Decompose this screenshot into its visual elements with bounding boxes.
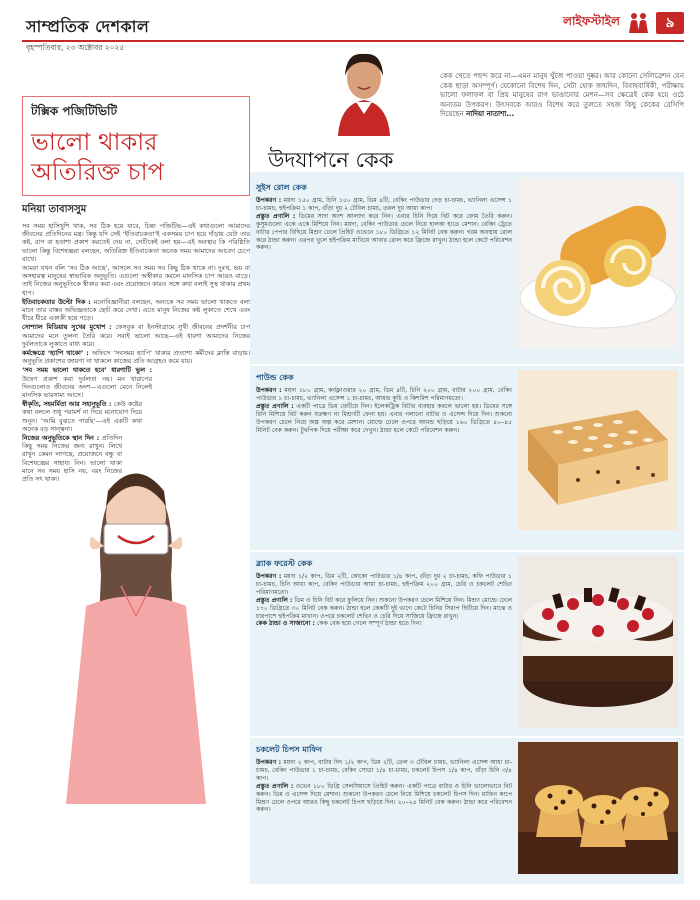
recipe-pound-cake [250, 370, 684, 546]
method-label: প্রস্তুত প্রণালি : [256, 782, 294, 790]
method-label: প্রস্তুত প্রণালি : [256, 596, 293, 604]
recipe-divider [250, 364, 684, 366]
article-headline: ভালো থাকার অতিরিক্ত চাপ [31, 128, 164, 186]
article-kicker: টক্সিক পজিটিভিটি [31, 104, 117, 118]
tip: কেক বেক হয়ে গেলে সম্পূর্ণ ঠান্ডা হতে দিন। [316, 620, 422, 628]
subhead: ‘সব সময় ভালো থাকতে হবে’ ধারণাটি ভুল : [22, 367, 152, 375]
recipe-black-forest [250, 556, 684, 732]
recipe-title: চকলেট চিপস মাফিন [256, 745, 323, 754]
section-label: লাইফস্টাইল [563, 14, 620, 28]
author-photo [318, 42, 410, 136]
subhead-text: উদ্বেগ প্রকাশ করা দুর্বলতা নয়। মন খারাপের দিনগুলোও জীবনের অংশ—এগুলো মেনে নিলেই মানসিক ভারসাম্য আসে। [22, 375, 152, 400]
recipe-text [256, 182, 512, 252]
article-subsection [22, 324, 250, 349]
method: একটি পাত্রে ডিম ফেটিয়ে নিন। ইলেকট্রিক বিটার ব্যবহার করলে ভালো হয়। ডিমের সঙ্গে চিনি মিশিয়ে বিট করুন যতক্ষণ না মিশ্রণটি ফেনা হয়। এবার গলানো বাটার ও এসেন্স দিয়ে দিন। শুকনো উপকরণ চেলে নিয়ে অল্প অল্প করে মেশান। মোল্ডে ঢেলে ওপরে আমন্ড ছড়িয়ে ১৬০ ডিগ্রিতে ৪০–৪৫ মিনিট বেক করুন। টুথপিক দিয়ে পরীক্ষা করে দেখুন। ঠান্ডা হলে কেটে পরিবেশন করুন। [256, 402, 513, 434]
recipe-text [256, 558, 512, 628]
intro-text: কেক খেতে পছন্দ করে না—এমন মানুষ খুঁজে পাওয়া দুষ্কর। আর কোনো সেলিব্রেশন যেন কেক ছাড়া অসম্পূর্ণ। যেকোনো বিশেষ দিন, সেটা হোক জন্মদিন, বিবাহবার্ষিকী, পরীক্ষায় ভালো ফলাফল বা প্রিয় মানুষের রাগ ভাঙানোর মেশন—সব ক্ষেত্রেই কেক হয়ে ওঠে অন্যতম উপকরণ। উৎসবকে আরও বিশেষ করে তুলতে সহজ কিছু কেকের রেসিপি দিয়েছেন [440, 72, 684, 119]
recipe-text [256, 372, 512, 434]
subhead-text: কেউ কষ্টের কথা বললে শুধু পরামর্শ না দিয়ে মনোযোগ দিয়ে শুনুন। ‘আমি বুঝতে পারছি’—এই একটি কথা অনেক বড় সান্ত্বনা। [22, 401, 142, 433]
ingredients-label: উপকরণ : [256, 387, 282, 394]
headline-box [22, 96, 250, 196]
recipe-title: ব্ল্যাক ফরেস্ট কেক [256, 559, 313, 568]
method-label: প্রস্তুত প্রণালি : [256, 402, 294, 410]
ingredients: ময়দা ১৮০ গ্রাম, কর্নফ্লাওয়ার ২০ গ্রাম, ডিম ৪টি, চিনি ২০০ গ্রাম, বাটার ২০০ গ্রাম, বেকিং পাউডার ১ চা-চামচ, ভ্যানিলা এসেন্স ১ চা-চামচ, আমন্ড কুচি ও কিশমিশ পরিমাণমতো। [256, 387, 512, 402]
subhead: সোশ্যাল মিডিয়ায় সুখের মুখোশ : [22, 324, 112, 332]
recipe-body [256, 759, 512, 814]
people-icon [626, 12, 650, 34]
method: ডিম ও চিনি বিট করে ফুলিয়ে নিন। শুকনো উপকরণ চেলে মিশিয়ে নিন। মিশ্রণ মোল্ডে ঢেলে ১৭০ ডিগ্রিতে ৩০ মিনিট বেক করুন। ঠান্ডা হলে কেকটি দুই ভাগে কেটে চিনির সিরাপ ছিটিয়ে দিন। মাঝে ও চারপাশে হুইপক্রিম মাখান। ওপরে চকলেট শেভিং ও চেরি দিয়ে সাজিয়ে ফ্রিজে রাখুন। [256, 596, 512, 620]
recipe-swiss-roll [250, 178, 684, 360]
method: ওভেন ১৮০ ডিগ্রি সেলসিয়াসে প্রিহিট করুন। একটি পাত্রে বাটার ও চিনি ভালোভাবে বিট করুন। ডিম ও এসেন্স দিয়ে মেশান। শুকনো উপকরণ চেলে নিয়ে মিশিয়ে চকলেট চিপস দিন। মাফিন কাপে মিশ্রণ ঢেলে ওপরে আরও কিছু চকলেট চিপস ছড়িয়ে দিন। ২০–২৫ মিনিট বেক করুন। ঠান্ডা করে পরিবেশন করুন। [256, 782, 513, 814]
recipe-divider [250, 736, 684, 738]
subhead-text: প্রতিদিন কিছু সময় নিজের জন্য রাখুন। লিখে রাখুন কেমন লাগছে, প্রয়োজনে বন্ধু বা বিশেষজ্ঞের সাহায্য নিন। ভালো থাকা মানে সব সময় হাসি নয়, বরং নিজের প্রতি সৎ থাকা। [22, 435, 122, 484]
black-forest-photo [518, 556, 678, 728]
feature-title: উদযাপনে কেক [268, 148, 394, 172]
ingredients-label: উপকরণ : [256, 759, 282, 766]
woman-illustration [56, 436, 216, 804]
pound-cake-photo [518, 370, 678, 530]
recipe-body [256, 197, 512, 252]
paper-date: বৃহস্পতিবার, ২৩ অক্টোবর ২০২৫ [26, 43, 125, 52]
paper-name: সাম্প্রতিক দেশকাল [26, 17, 150, 36]
subhead: ইতিবাচকতার উল্টো দিক : [22, 298, 91, 306]
method-label: প্রস্তুত প্রণালি : [256, 212, 296, 220]
ingredients: ময়দা ১/২ কাপ, ডিম ২টি, কোকো পাউডার ১/৪ কাপ, গুঁড়া দুধ ২ চা-চামচ, কফি পাউডার ১ চা-চামচ, চিনি আধা কাপ, বেকিং পাউডার আধা চা-চামচ, হুইপক্রিম ২০০ গ্রাম, চেরি ও চকলেট শেভিং পরিমাণমতো। [256, 573, 513, 596]
article-byline: মনিয়া তাবাসসুম [22, 204, 87, 215]
subhead-text: অফিসে ‘সবসময় হ্যাপি’ থাকার প্রত্যাশা কর্মীদের ক্লান্তি বাড়ায়। অনুভূতি প্রকাশের জায়গা না থাকলে কাজের প্রতি আগ্রহও কমে যায়। [22, 350, 250, 366]
ingredients-label: উপকরণ : [256, 197, 282, 204]
recipe-body [256, 573, 512, 628]
tip-label: কেক ঠান্ডা ও সাজানো : [256, 620, 315, 628]
muffin-photo [518, 742, 678, 874]
recipe-title: পাউন্ড কেক [256, 373, 294, 382]
article-subsection [22, 299, 250, 324]
swiss-roll-photo [518, 178, 678, 348]
ingredients-label: উপকরণ : [256, 573, 282, 580]
ingredients: ময়দা ২ কাপ, বাটার দিদ ১/২ কাপ, ডিম ২টি, তেল ৩ টেবিল চামচ, ভ্যানিলা এসেন্স আধা চা-চামচ, বেকিং পাউডার ১ চা-চামচ, বেকিং সোডা ১/৪ চা-চামচ, চকলেট চিপস ১/৪ কাপ, গুঁড়া চিনি ৩/৪ কাপ। [256, 759, 512, 782]
recipe-choco-muffin [250, 742, 684, 882]
subhead: স্বীকৃতি, সহমর্মিতা আর সহানুভূতি : [22, 401, 112, 409]
recipe-body [256, 387, 512, 434]
recipes-panel [250, 172, 684, 884]
page-number: ৯ [656, 12, 684, 34]
intro-author: নাদিয়া নাতাশা... [466, 110, 515, 119]
subhead-text: ফেসবুক বা ইনস্টাগ্রামে সুখী জীবনের প্রদর্শনীর চাপ আমাদের মনে তুলনা তৈরি করে। সবাই ভালো আছে—এই ধারণা আমাদের নিজের দুর্বলতাকে লুকাতে বাধ্য করে। [22, 324, 250, 348]
article-subsection [22, 401, 142, 434]
article-paragraph: আমরা যখন বলি ‘সব ঠিক আছে’, আসলে সব সময় সব কিছু ঠিক থাকে না। দুঃখ, ভয় বা অসহায়ত্ব মানুষের স্বাভাবিক অনুভূতি। এগুলো অস্বীকার করলে মানসিক চাপ আরও বাড়ে। তাই নিজের অনুভূতিকে স্বীকার করা এবং প্রয়োজনে কারও সঙ্গে কথা বলাই সুস্থ থাকার প্রথম ধাপ। [22, 265, 250, 297]
recipe-divider [250, 550, 684, 552]
method: ডিমের সাদা অংশ আলাদা করে নিন। এবার চিনি দিয়ে বিট করে ফোম তৈরি করুন। কুসুমগুলো একে একে মিশিয়ে নিন। ময়দা, বেকিং পাউডার চেলে নিয়ে হালকা হাতে মেশান। বেকিং ট্রেতে বাটার পেপার বিছিয়ে মিশ্রণ ঢেলে প্রিহিট ওভেনে ১৮০ ডিগ্রিতে ১২ মিনিট বেক করুন। গরম অবস্থায় রোল করে ঠান্ডা করুন। এরপর খুলে হুইপক্রিম মাখিয়ে আবার রোল করে ফ্রিজে রাখুন। ঠান্ডা হলে কেটে পরিবেশন করুন। [256, 212, 513, 252]
article-subsection [22, 367, 152, 400]
ingredients: ময়দা ১৫০ গ্রাম, চিনি ১৫০ গ্রাম, ডিম ৪টি, বেকিং পাউডার দেড় চা-চামচ, ভ্যানিলা এসেন্স ১ চা-চামচ, হুইপক্রিম ১ কাপ, গুঁড়া দুধ ২ টেবিল চামচ, তরল দুধ আধা কাপ। [256, 197, 513, 212]
recipe-title: সুইস রোল কেক [256, 183, 307, 192]
recipe-text [256, 744, 512, 814]
subhead-text: মনোবিজ্ঞানীরা বলছেন, অন্যকে সব সময় ভালো থাকতে বলা মানে তার বাস্তব অভিজ্ঞতাকে ছোট করে দেখা। এতে মানুষ নিজের কষ্ট লুকাতে শেখে এবং ধীরে ধীরে একাকী হয়ে পড়ে। [22, 298, 250, 323]
article-paragraph: সব সময় হাসিখুশি থাক, সব ঠিক হয়ে যাবে, চিন্তা পজিটিভ—এই কথাগুলো আমাদের জীবনের প্রতিদিনের মন্ত্র। কিন্তু যদি সেই ‘ইতিবাচকতা’ই একসময় চাপ হয়ে দাঁড়ায় যেটা তার কষ্ট, রাগ বা হতাশা প্রকাশ করতেই দেয় না, সেটিকেই বলা হয়—এই অবস্থার কি পরিষ্ঠিতি ভালো কিন্তু বিশেষজ্ঞরা বলছেন, অতিরিক্ত ইতিবাচকতা অনেক সময় আমাদের আবেগ চেপে রাখে। [22, 223, 250, 263]
feature-intro [440, 72, 684, 120]
section-header [563, 12, 684, 34]
subhead: নিজের অনুভূতিকে স্থান দিন : [22, 435, 100, 443]
subhead: কর্মক্ষেত্রে ‘হ্যাপি থাকো’ : [22, 350, 89, 358]
article-subsection [22, 350, 250, 366]
